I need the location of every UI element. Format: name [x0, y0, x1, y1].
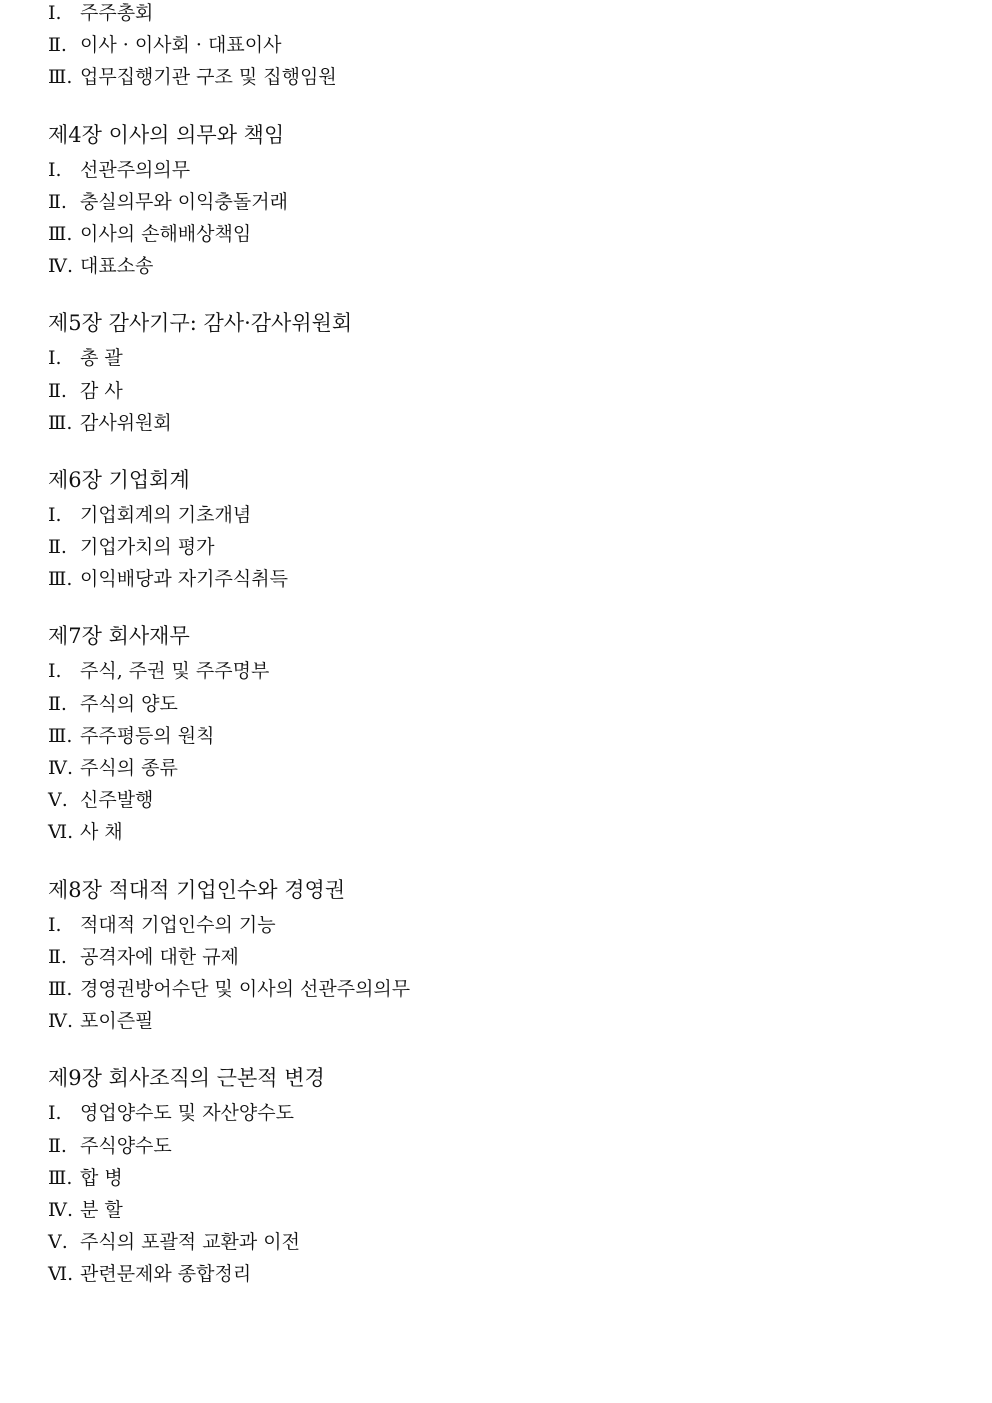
- section-number: Ⅱ.: [48, 536, 67, 559]
- toc-entry: [48, 909, 948, 941]
- section-title: 주식의 종류: [80, 757, 178, 779]
- section-number: Ⅳ.: [48, 1010, 74, 1033]
- chapter-7: [48, 621, 948, 848]
- section-number: Ⅱ.: [48, 190, 67, 213]
- chapter-3-continued: [48, 0, 948, 94]
- section-number: Ⅱ.: [48, 379, 67, 402]
- section-title: 주식양수도: [80, 1134, 172, 1157]
- section-number: Ⅲ.: [48, 977, 73, 1000]
- toc-entry: [48, 1226, 948, 1258]
- chapter-title: 제5장 감사기구: 감사·감사위원회: [48, 311, 353, 336]
- section-title: 관련문제와 종합정리: [80, 1263, 252, 1286]
- toc-entry: [48, 973, 948, 1005]
- toc-entry: [48, 375, 948, 407]
- toc-entry: [48, 784, 948, 816]
- section-number: Ⅴ.: [48, 1231, 68, 1254]
- section-title: 주주총회: [80, 2, 154, 24]
- toc-entry: [48, 250, 948, 282]
- section-title: 충실의무와 이익충돌거래: [80, 190, 288, 213]
- section-number: Ⅰ.: [48, 1102, 62, 1125]
- section-number: Ⅰ.: [48, 660, 62, 683]
- section-title: 선관주의의무: [80, 158, 191, 181]
- toc-entry: [48, 342, 948, 374]
- toc-entry: [48, 1162, 948, 1194]
- toc-entry: [48, 720, 948, 752]
- toc-entry: [48, 218, 948, 250]
- toc-entry: [48, 688, 948, 720]
- toc-entry: [48, 563, 948, 595]
- chapter-8: [48, 875, 948, 1038]
- section-number: Ⅲ.: [48, 724, 73, 747]
- toc-entry: [48, 0, 948, 29]
- section-number: Ⅰ.: [48, 347, 62, 370]
- chapter-title: 제4장 이사의 의무와 책임: [48, 122, 285, 147]
- toc-entry: [48, 1005, 948, 1037]
- toc-entry: [48, 655, 948, 687]
- toc-entry: [48, 816, 948, 848]
- table-of-contents: [48, 0, 948, 1316]
- section-title: 주주평등의 원칙: [80, 724, 215, 747]
- toc-entry: [48, 407, 948, 439]
- section-title: 감사위원회: [80, 411, 172, 434]
- section-number: Ⅳ.: [48, 1198, 74, 1221]
- section-title: 업무집행기관 구조 및 집행임원: [80, 66, 337, 89]
- section-number: Ⅵ.: [48, 1263, 74, 1286]
- section-number: Ⅲ.: [48, 568, 73, 591]
- section-number: Ⅰ.: [48, 158, 62, 181]
- section-title: 기업가치의 평가: [80, 536, 215, 559]
- chapter-title: 제6장 기업회계: [48, 467, 190, 492]
- toc-entry: [48, 154, 948, 186]
- section-title: 사 채: [80, 821, 123, 844]
- toc-entry: [48, 1194, 948, 1226]
- section-title: 이사의 손해배상책임: [80, 222, 252, 245]
- section-number: Ⅱ.: [48, 1134, 67, 1157]
- chapter-5: [48, 308, 948, 439]
- chapter-4: [48, 120, 948, 283]
- toc-entry: [48, 499, 948, 531]
- toc-entry: [48, 531, 948, 563]
- section-title: 주식, 주권 및 주주명부: [80, 660, 270, 683]
- section-title: 적대적 기업인수의 기능: [80, 913, 276, 936]
- section-title: 합 병: [80, 1166, 123, 1189]
- section-title: 공격자에 대한 규제: [80, 945, 239, 968]
- section-number: Ⅲ.: [48, 222, 73, 245]
- section-title: 기업회계의 기초개념: [80, 503, 252, 526]
- chapter-6: [48, 465, 948, 596]
- section-title: 경영권방어수단 및 이사의 선관주의의무: [80, 977, 411, 1000]
- section-title: 이익배당과 자기주식취득: [80, 568, 288, 591]
- section-title: 주식의 포괄적 교환과 이전: [80, 1231, 301, 1254]
- section-number: Ⅳ.: [48, 255, 74, 278]
- section-number: Ⅵ.: [48, 821, 74, 844]
- section-number: Ⅴ.: [48, 789, 68, 812]
- section-title: 이사 · 이사회 · 대표이사: [80, 34, 282, 57]
- toc-entry: [48, 752, 948, 784]
- section-title: 대표소송: [80, 255, 154, 278]
- section-title: 포이즌필: [80, 1010, 154, 1033]
- section-number: Ⅲ.: [48, 411, 73, 434]
- section-number: Ⅰ.: [48, 2, 62, 24]
- chapter-title: 제7장 회사재무: [48, 624, 190, 649]
- section-number: Ⅱ.: [48, 945, 67, 968]
- section-title: 총 괄: [80, 347, 123, 370]
- toc-entry: [48, 186, 948, 218]
- toc-entry: [48, 29, 948, 61]
- chapter-title: 제8장 적대적 기업인수와 경영권: [48, 877, 346, 902]
- section-number: Ⅲ.: [48, 1166, 73, 1189]
- section-number: Ⅰ.: [48, 503, 62, 526]
- section-title: 주식의 양도: [80, 692, 178, 715]
- toc-entry: [48, 61, 948, 93]
- section-number: Ⅰ.: [48, 913, 62, 936]
- toc-entry: [48, 941, 948, 973]
- toc-entry: [48, 1097, 948, 1129]
- chapter-9: [48, 1063, 948, 1290]
- section-number: Ⅱ.: [48, 692, 67, 715]
- section-title: 분 할: [80, 1198, 123, 1221]
- section-number: Ⅳ.: [48, 757, 74, 779]
- section-number: Ⅱ.: [48, 34, 67, 57]
- toc-entry: [48, 1130, 948, 1162]
- chapter-title: 제9장 회사조직의 근본적 변경: [48, 1066, 325, 1091]
- section-title: 영업양수도 및 자산양수도: [80, 1102, 294, 1125]
- section-number: Ⅲ.: [48, 66, 73, 89]
- section-title: 감 사: [80, 379, 123, 402]
- section-title: 신주발행: [80, 789, 154, 812]
- toc-entry: [48, 1258, 948, 1290]
